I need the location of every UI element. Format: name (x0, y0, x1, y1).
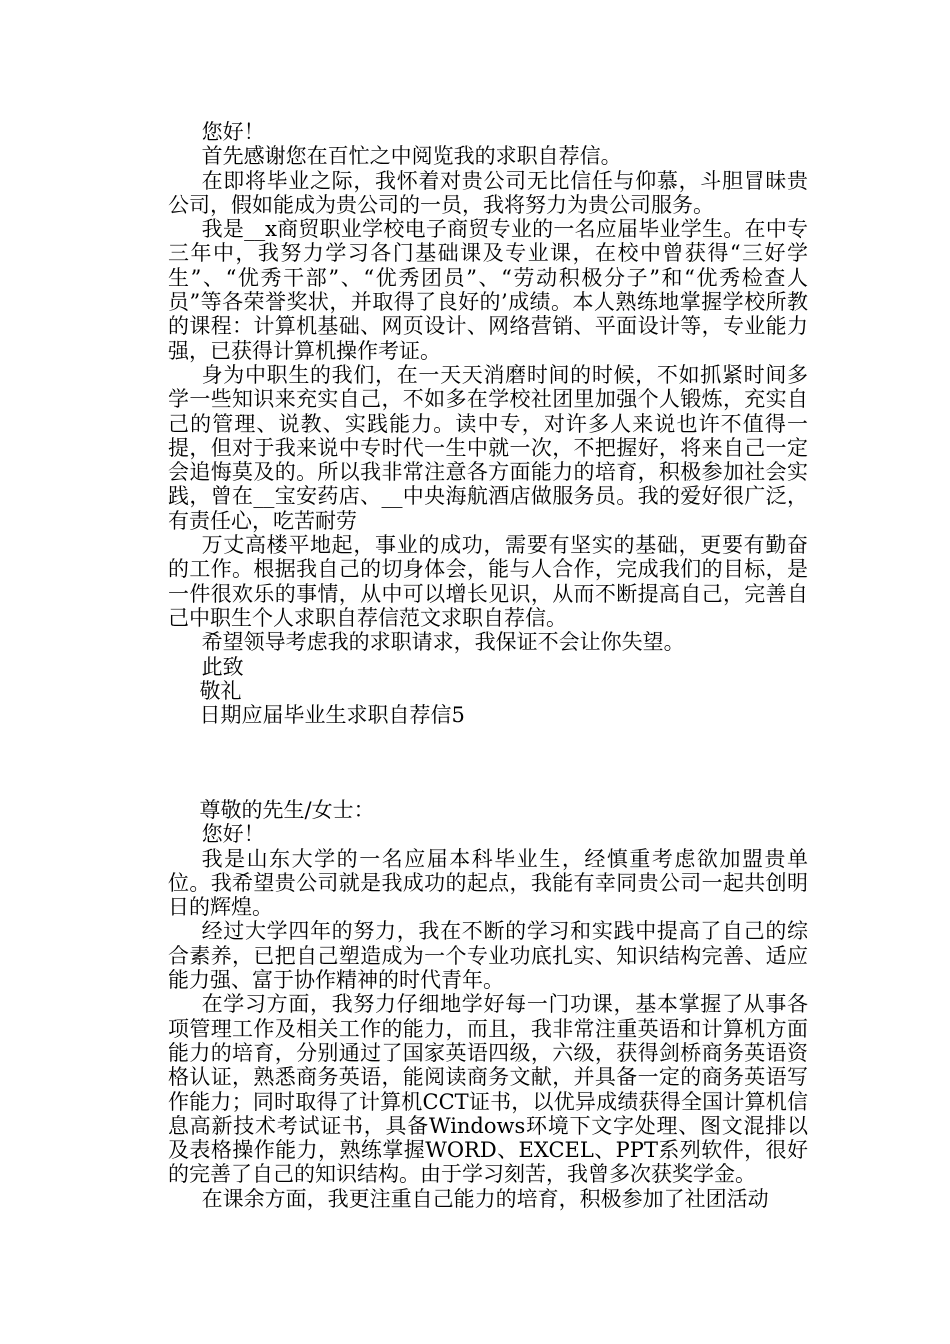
paragraph: 首先感谢您在百忙之中阅览我的求职自荐信。 (201, 144, 622, 169)
paragraph: 在即将毕业之际，我怀着对贵公司无比信任与仰慕，斗胆冒昧贵公司，假如能成为贵公司的一员，我将努力为贵公司服务。 (168, 168, 808, 217)
paragraph: 万丈高楼平地起，事业的成功，需要有坚实的基础，更要有勤奋的工作。根据我自己的切身体会，能与人合作，完成我们的目标，是一件很欢乐的事情，从中可以增长见识，从而不断提高自己，完善自己中职生个人求职自荐信范文求职自荐信。 (168, 533, 808, 630)
paragraph: 我是山东大学的一名应届本科毕业生，经慎重考虑欲加盟贵单位。我希望贵公司就是我成功的起点，我能有幸同贵公司一起共创明日的辉煌。 (168, 846, 808, 920)
greeting: 您好！ (201, 822, 265, 847)
paragraph: 经过大学四年的努力，我在不断的学习和实践中提高了自己的综合素养，已把自己塑造成为一个专业功底扎实、知识结构完善、适应能力强、富于协作精神的时代青年。 (168, 919, 808, 993)
closing-line: 敬礼 (199, 678, 242, 703)
letter-two (168, 798, 808, 1211)
paragraph: 在学习方面，我努力仔细地学好每一门功课，基本掌握了从事各项管理工作及相关工作的能力，而且，我非常注重英语和计算机方面能力的培育，分别通过了国家英语四级，六级，获得剑桥商务英语资格认证，熟悉商务英语，能阅读商务文献，并具备一定的商务英语写作能力；同时取得了计算机CCT证书，以优异成绩获得全国计算机信息高新技术考试证书，具备Windows环境下文字处理、图文混排以及表格操作能力，熟练掌握WORD、EXCEL、PPT系列软件，很好的完善了自己的知识结构。由于学习刻苦，我曾多次获奖学金。 (168, 992, 808, 1187)
paragraph: 我是__x商贸职业学校电子商贸专业的一名应届毕业学生。在中专三年中，我努力学习各门基础课及专业课，在校中曾获得“三好学生”、“优秀干部”、“优秀团员”、“劳动积极分子”和“优秀检查人员”等各荣誉奖状，并取得了良好的’成绩。本人熟练地掌握学校所教的课程：计算机基础、网页设计、网络营销、平面设计等，专业能力强，已获得计算机操作考证。 (168, 217, 808, 363)
greeting: 您好！ (201, 120, 265, 144)
letter-one (168, 120, 808, 727)
salutation: 尊敬的先生/女士： (199, 798, 375, 822)
paragraph: 身为中职生的我们，在一天天消磨时间的时候，不如抓紧时间多学一些知识来充实自己，不如多在学校社团里加强个人锻炼，充实自己的管理、说教、实践能力。读中专，对许多人来说也许不值得一提，但对于我来说中专时代一生中就一次，不把握好，将来自己一定会追悔莫及的。所以我非常注意各方面能力的培育，积极参加社会实践，曾在__宝安药店、__中央海航酒店做服务员。我的爱好很广泛，有责任心，吃苦耐劳 (168, 362, 808, 533)
paragraph: 在课余方面，我更注重自己能力的培育，积极参加了社团活动 (201, 1186, 769, 1211)
closing-line: 此致 (201, 654, 244, 679)
paragraph: 希望领导考虑我的求职请求，我保证不会让你失望。 (201, 630, 685, 655)
date-title: 日期应届毕业生求职自荐信5 (199, 703, 465, 728)
